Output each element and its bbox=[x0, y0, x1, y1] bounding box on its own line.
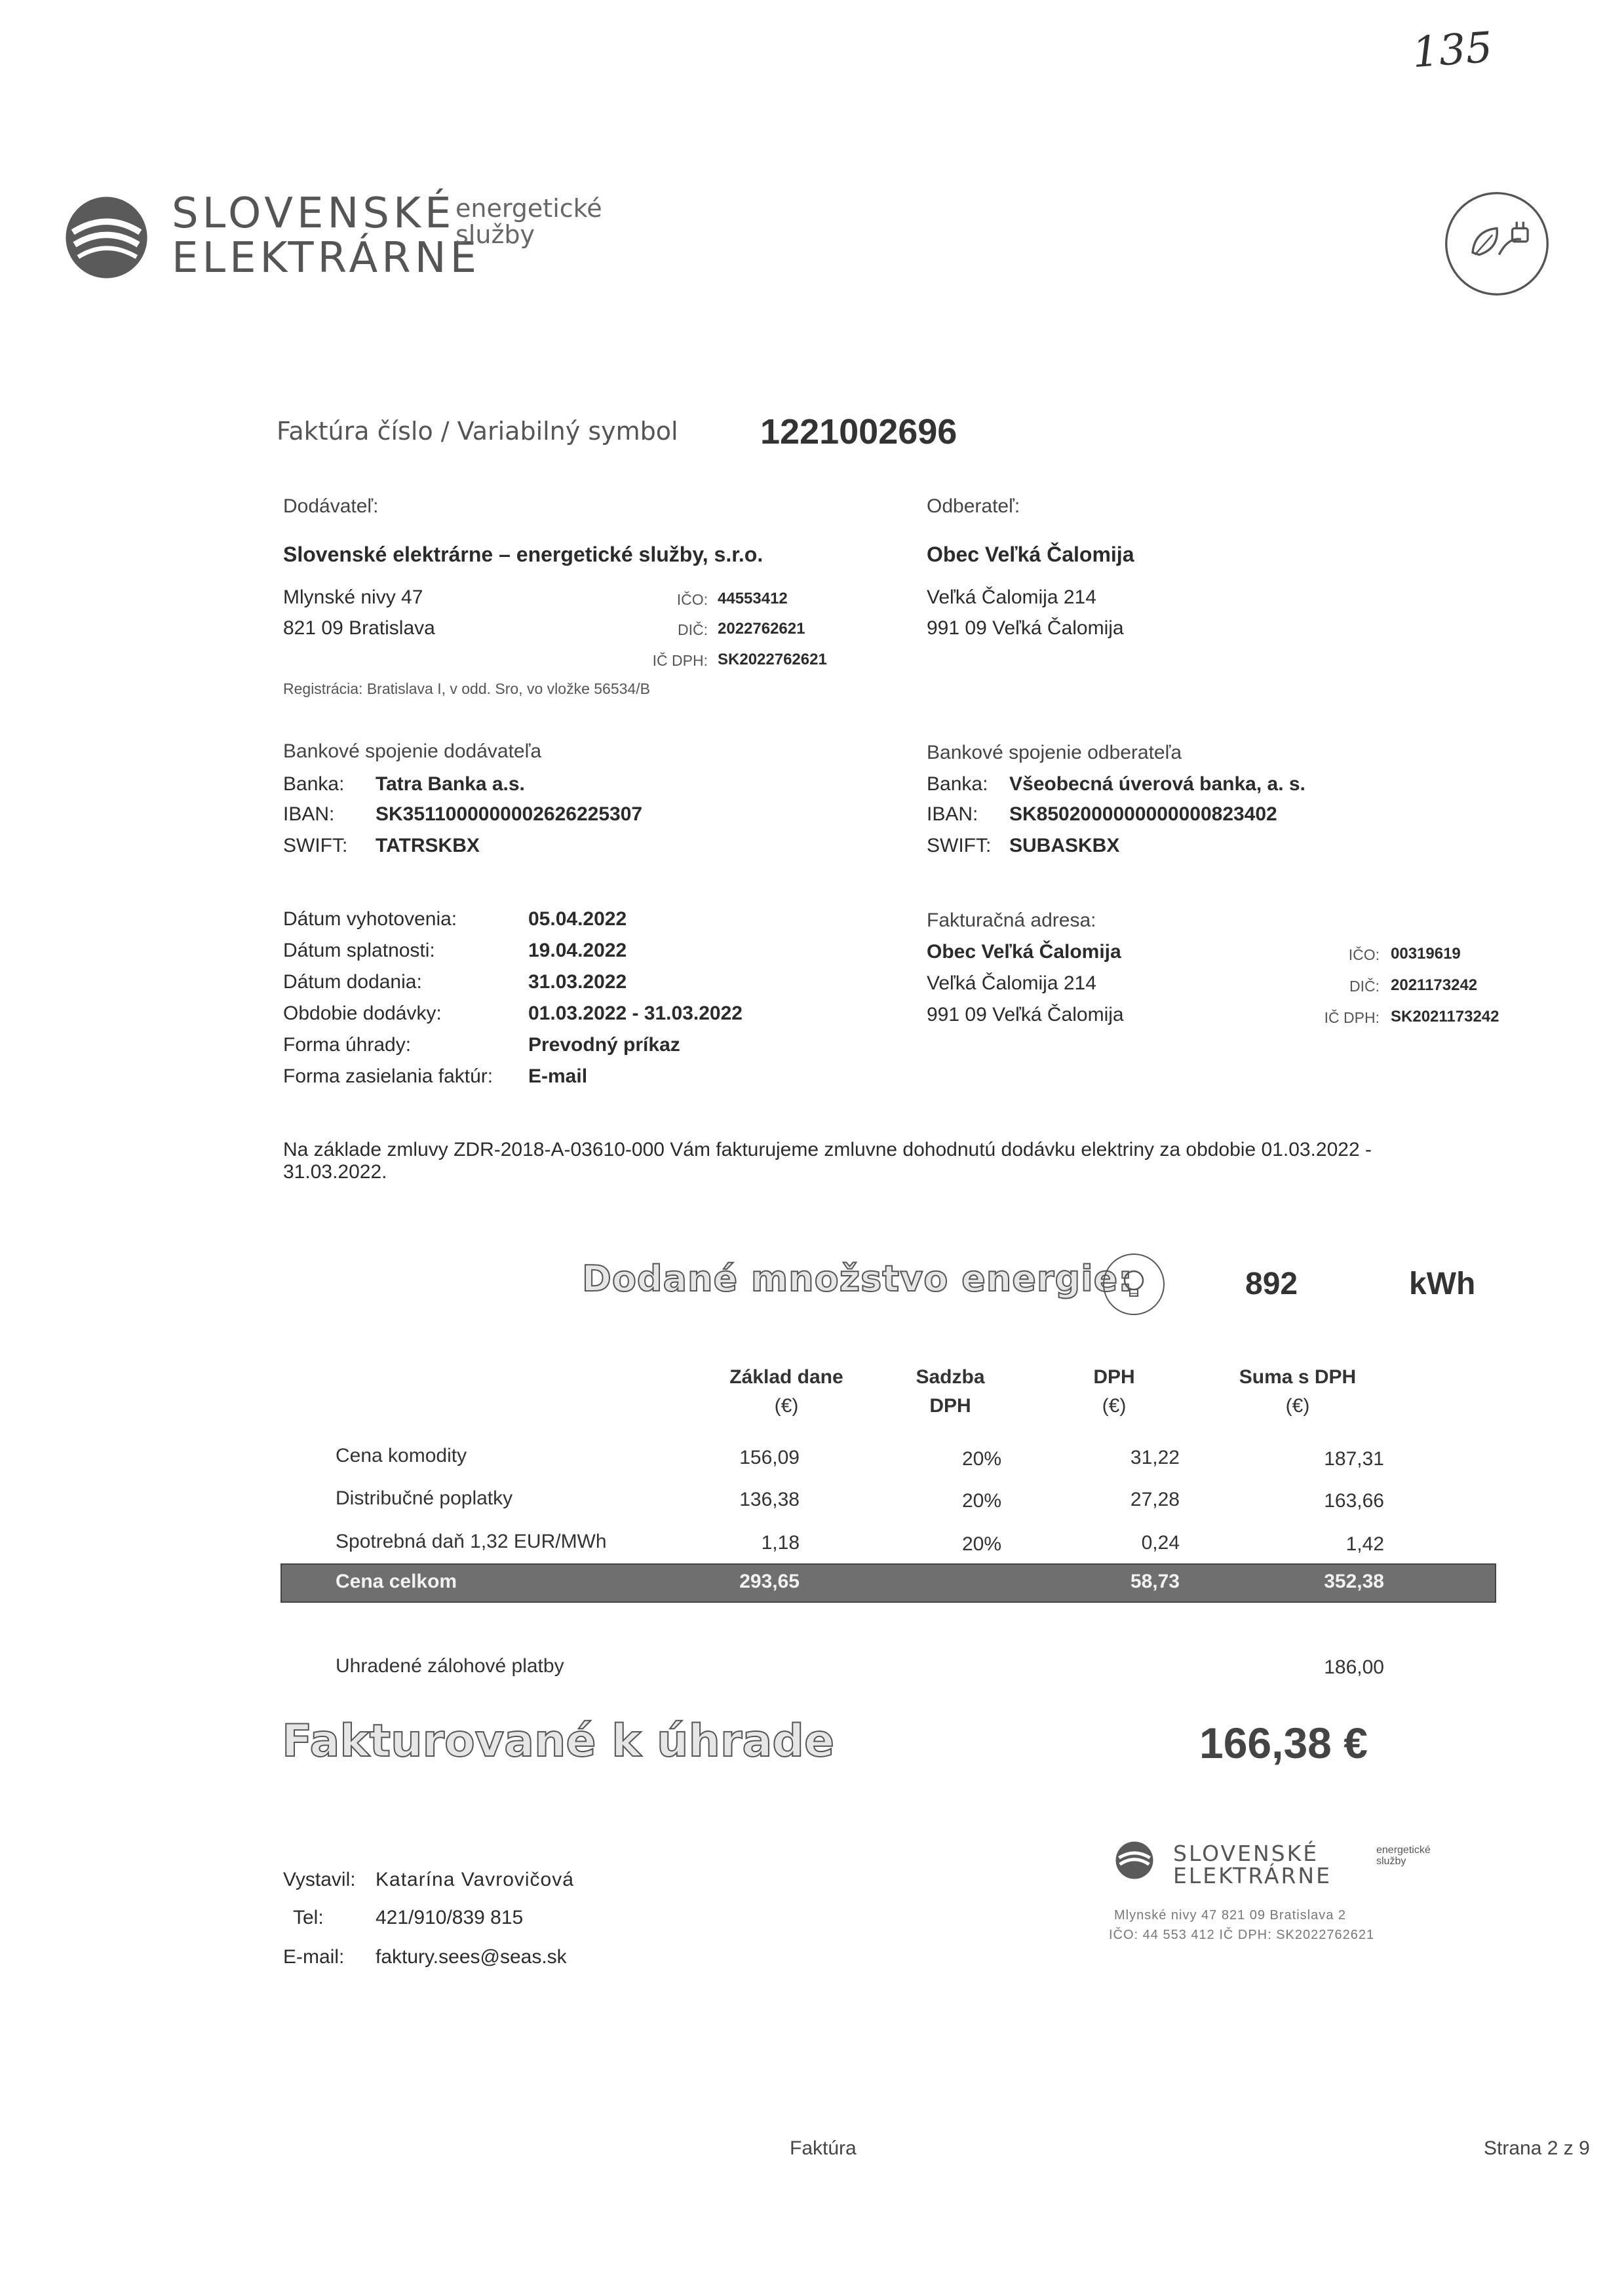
billing-dic: 2021173242 bbox=[1391, 976, 1478, 994]
col-header-rate-l2: DPH bbox=[929, 1395, 971, 1417]
col-header-vat-l2: (€) bbox=[1102, 1395, 1127, 1417]
stamp-wordmark bbox=[1173, 1843, 1332, 1887]
advances-value: 186,00 bbox=[1324, 1656, 1384, 1678]
supplier-bank-heading: Bankové spojenie dodávateľa bbox=[283, 740, 542, 762]
stamp-logo-icon bbox=[1114, 1840, 1155, 1881]
contract-note-line1: Na základe zmluvy ZDR-2018-A-03610-000 Vám fakturujeme zmluvne dohodnutú dodávku elektriny za obdobie 01.03.2022 - bbox=[283, 1139, 1372, 1160]
row-commodity-base: 156,09 bbox=[739, 1447, 800, 1468]
page-number: Strana 2 z 9 bbox=[1484, 2137, 1590, 2159]
issuer-name: Katarína Vavrovičová bbox=[376, 1869, 574, 1890]
billing-icdph-label: IČ DPH: bbox=[1324, 1009, 1380, 1026]
date-value-period: 01.03.2022 - 31.03.2022 bbox=[528, 1003, 743, 1024]
date-label-delivery: Dátum dodania: bbox=[283, 971, 422, 993]
supplier-street: Mlynské nivy 47 bbox=[283, 586, 423, 608]
supplier-heading: Dodávateľ: bbox=[283, 495, 379, 517]
date-value-delivery: 31.03.2022 bbox=[528, 971, 627, 993]
supplier-swift-label: SWIFT: bbox=[283, 835, 348, 856]
row-excise-vat: 0,24 bbox=[1141, 1532, 1180, 1554]
total-base: 293,65 bbox=[739, 1571, 800, 1592]
stamp-ids: IČO: 44 553 412 IČ DPH: SK2022762621 bbox=[1109, 1928, 1375, 1942]
stamp-line2: ELEKTRÁRNE bbox=[1173, 1863, 1332, 1888]
bulb-icon bbox=[1101, 1252, 1167, 1317]
tel-value: 421/910/839 815 bbox=[376, 1907, 524, 1928]
customer-heading: Odberateľ: bbox=[927, 495, 1020, 517]
email-value: faktury.sees@seas.sk bbox=[376, 1946, 567, 1968]
energy-label: Dodané množstvo energie: bbox=[582, 1258, 1133, 1299]
row-commodity-rate: 20% bbox=[962, 1448, 1002, 1470]
row-excise-base: 1,18 bbox=[761, 1532, 800, 1554]
stamp-sub1: energetické bbox=[1376, 1845, 1431, 1856]
logo-icon bbox=[62, 193, 151, 282]
payable-label: Fakturované k úhrade bbox=[282, 1715, 835, 1767]
total-vat: 58,73 bbox=[1130, 1571, 1180, 1592]
date-value-payment: Prevodný príkaz bbox=[528, 1034, 680, 1056]
supplier-registration: Registrácia: Bratislava I, v odd. Sro, vo vložke 56534/B bbox=[283, 680, 650, 697]
billing-ico-label: IČO: bbox=[1348, 946, 1380, 963]
date-value-due: 19.04.2022 bbox=[528, 940, 627, 961]
energy-value: 892 bbox=[1245, 1267, 1298, 1301]
row-excise-total: 1,42 bbox=[1345, 1533, 1384, 1555]
invoice-label: Faktúra číslo / Variabilný symbol bbox=[277, 417, 678, 446]
billing-heading: Fakturačná adresa: bbox=[927, 909, 1096, 931]
supplier-name: Slovenské elektrárne – energetické služby, s.r.o. bbox=[283, 543, 764, 566]
col-header-vat-l1: DPH bbox=[1093, 1366, 1135, 1388]
supplier-bank-name: Tatra Banka a.s. bbox=[376, 773, 525, 795]
logo-wordmark bbox=[172, 191, 480, 280]
logo-line1: SLOVENSKÉ bbox=[172, 189, 455, 238]
date-label-payment: Forma úhrady: bbox=[283, 1034, 412, 1056]
supplier-dic: 2022762621 bbox=[718, 620, 805, 638]
customer-iban-label: IBAN: bbox=[927, 803, 978, 825]
supplier-dic-label: DIČ: bbox=[678, 621, 708, 638]
row-excise-name: Spotrebná daň 1,32 EUR/MWh bbox=[336, 1531, 607, 1552]
col-header-base bbox=[708, 1363, 865, 1421]
date-value-sending: E-mail bbox=[528, 1065, 588, 1087]
stamp-subtitle bbox=[1376, 1845, 1431, 1867]
contract-note-line2: 31.03.2022. bbox=[283, 1161, 387, 1183]
logo-sub2: služby bbox=[455, 220, 535, 249]
col-header-rate-l1: Sadzba bbox=[916, 1366, 985, 1388]
customer-iban: SK8502000000000000823402 bbox=[1009, 803, 1277, 825]
billing-name: Obec Veľká Čalomija bbox=[927, 941, 1121, 963]
supplier-ico: 44553412 bbox=[718, 590, 788, 607]
eco-plug-icon bbox=[1442, 189, 1552, 299]
email-label: E-mail: bbox=[283, 1946, 345, 1968]
billing-street: Veľká Čalomija 214 bbox=[927, 972, 1096, 994]
supplier-icdph: SK2022762621 bbox=[718, 651, 827, 668]
row-commodity-total: 187,31 bbox=[1324, 1448, 1384, 1470]
energy-unit: kWh bbox=[1409, 1267, 1476, 1301]
contract-note bbox=[283, 1139, 1476, 1183]
supplier-city: 821 09 Bratislava bbox=[283, 617, 435, 639]
issuer-label: Vystavil: bbox=[283, 1869, 356, 1890]
customer-bank-heading: Bankové spojenie odberateľa bbox=[927, 742, 1182, 763]
supplier-bank-label: Banka: bbox=[283, 773, 345, 795]
col-header-total bbox=[1219, 1363, 1376, 1421]
customer-swift: SUBASKBX bbox=[1009, 835, 1120, 856]
col-header-rate bbox=[898, 1363, 1003, 1421]
customer-swift-label: SWIFT: bbox=[927, 835, 992, 856]
row-excise-rate: 20% bbox=[962, 1533, 1002, 1555]
col-header-vat bbox=[1062, 1363, 1167, 1421]
billing-ico: 00319619 bbox=[1391, 945, 1461, 963]
supplier-ico-label: IČO: bbox=[676, 591, 708, 608]
date-value-issue: 05.04.2022 bbox=[528, 908, 627, 930]
tel-label: Tel: bbox=[293, 1907, 324, 1928]
date-label-sending: Forma zasielania faktúr: bbox=[283, 1065, 493, 1087]
total-name: Cena celkom bbox=[336, 1571, 457, 1592]
date-label-period: Obdobie dodávky: bbox=[283, 1003, 442, 1024]
supplier-iban-label: IBAN: bbox=[283, 803, 335, 825]
invoice-number: 1221002696 bbox=[760, 412, 957, 451]
row-distribution-total: 163,66 bbox=[1324, 1490, 1384, 1512]
advances-label: Uhradené zálohové platby bbox=[336, 1655, 564, 1677]
logo-line2: ELEKTRÁRNE bbox=[172, 234, 481, 282]
date-label-due: Dátum splatnosti: bbox=[283, 940, 435, 961]
customer-name: Obec Veľká Čalomija bbox=[927, 543, 1134, 566]
row-distribution-vat: 27,28 bbox=[1130, 1489, 1180, 1510]
stamp-address: Mlynské nivy 47 821 09 Bratislava 2 bbox=[1114, 1908, 1347, 1923]
customer-street: Veľká Čalomija 214 bbox=[927, 586, 1096, 608]
row-distribution-name: Distribučné poplatky bbox=[336, 1487, 513, 1509]
row-commodity-name: Cena komodity bbox=[336, 1445, 467, 1466]
billing-dic-label: DIČ: bbox=[1349, 978, 1380, 995]
col-header-base-l2: (€) bbox=[774, 1395, 799, 1417]
supplier-iban: SK3511000000002626225307 bbox=[376, 803, 643, 825]
date-label-issue: Dátum vyhotovenia: bbox=[283, 908, 457, 930]
supplier-swift: TATRSKBX bbox=[376, 835, 480, 856]
stamp-sub2: služby bbox=[1376, 1856, 1406, 1867]
billing-city: 991 09 Veľká Čalomija bbox=[927, 1004, 1124, 1025]
supplier-icdph-label: IČ DPH: bbox=[652, 652, 708, 669]
customer-bank-label: Banka: bbox=[927, 773, 988, 795]
stamp-line1: SLOVENSKÉ bbox=[1173, 1841, 1319, 1866]
row-distribution-base: 136,38 bbox=[739, 1489, 800, 1510]
billing-icdph: SK2021173242 bbox=[1391, 1008, 1499, 1025]
row-distribution-rate: 20% bbox=[962, 1490, 1002, 1512]
logo-sub1: energetické bbox=[455, 194, 602, 223]
handwritten-page-mark: 135 bbox=[1410, 23, 1494, 78]
col-header-total-l2: (€) bbox=[1285, 1395, 1310, 1417]
total-sum: 352,38 bbox=[1324, 1571, 1384, 1592]
payable-amount: 166,38 € bbox=[1199, 1719, 1368, 1767]
col-header-base-l1: Základ dane bbox=[729, 1366, 843, 1388]
row-commodity-vat: 31,22 bbox=[1130, 1447, 1180, 1468]
customer-bank-name: Všeobecná úverová banka, a. s. bbox=[1009, 773, 1305, 795]
col-header-total-l1: Suma s DPH bbox=[1239, 1366, 1357, 1388]
customer-city: 991 09 Veľká Čalomija bbox=[927, 617, 1124, 639]
logo-subtitle bbox=[455, 195, 602, 248]
footer-title: Faktúra bbox=[790, 2137, 857, 2159]
